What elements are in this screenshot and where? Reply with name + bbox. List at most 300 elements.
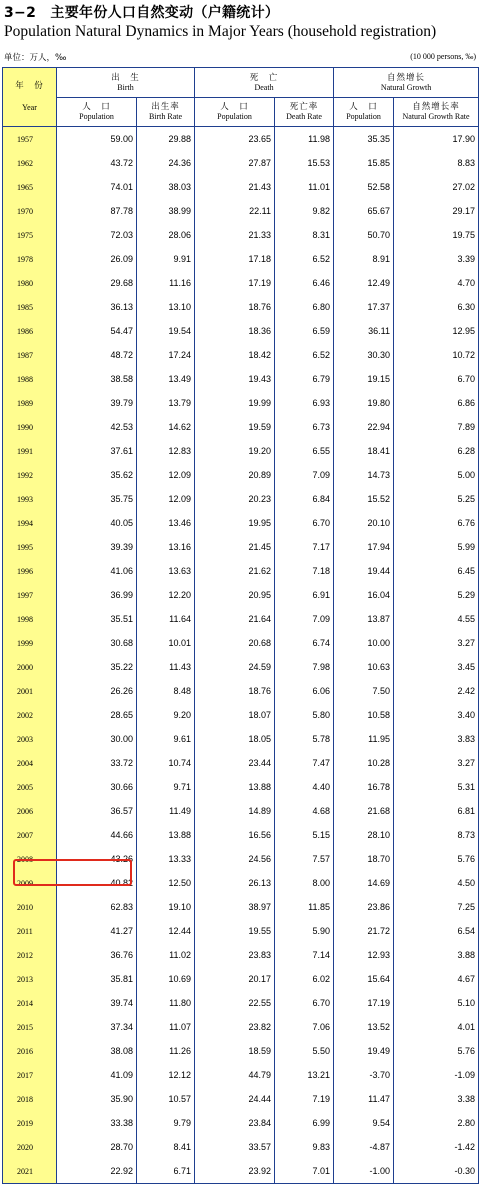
birth-population-cell: 41.06 (57, 559, 137, 583)
birth-rate-cell: 19.54 (137, 319, 195, 343)
growth-population-cell: 22.94 (334, 415, 394, 439)
growth-population-cell: 9.54 (334, 1111, 394, 1135)
birth-rate-cell: 13.33 (137, 847, 195, 871)
death-population-cell: 20.17 (195, 967, 275, 991)
death-rate-cell: 7.18 (275, 559, 334, 583)
growth-rate-cell: 7.89 (394, 415, 479, 439)
death-population-cell: 18.76 (195, 679, 275, 703)
table-row (3, 1087, 479, 1111)
highlight-box-2010-birth (13, 859, 132, 886)
growth-population-cell: 17.19 (334, 991, 394, 1015)
death-population-cell: 26.13 (195, 871, 275, 895)
growth-rate-cell: 12.95 (394, 319, 479, 343)
death-population-cell: 19.55 (195, 919, 275, 943)
death-population-cell: 23.65 (195, 127, 275, 152)
birth-header-zh: 出 生 (111, 72, 140, 83)
death-rate-en: Death Rate (286, 112, 322, 121)
birth-rate-cell: 24.36 (137, 151, 195, 175)
death-rate-cell: 6.06 (275, 679, 334, 703)
year-cell: 1994 (3, 511, 57, 535)
birth-rate-cell: 9.91 (137, 247, 195, 271)
death-rate-cell: 7.57 (275, 847, 334, 871)
growth-rate-cell: 6.54 (394, 919, 479, 943)
year-cell: 1986 (3, 319, 57, 343)
table-row (3, 439, 479, 463)
growth-rate-cell: 6.81 (394, 799, 479, 823)
death-rate-cell: 9.83 (275, 1135, 334, 1159)
death-rate-cell: 9.82 (275, 199, 334, 223)
table-title-chinese: 3−2 主要年份人口自然变动（户籍统计） (4, 5, 280, 21)
year-cell: 2005 (3, 775, 57, 799)
birth-rate-cell: 9.79 (137, 1111, 195, 1135)
table-row (3, 319, 479, 343)
growth-rate-cell: 4.55 (394, 607, 479, 631)
table-row (3, 1015, 479, 1039)
growth-population-cell: 20.10 (334, 511, 394, 535)
growth-rate-cell: 3.45 (394, 655, 479, 679)
growth-rate-cell: 5.10 (394, 991, 479, 1015)
growth-population-cell: 12.49 (334, 271, 394, 295)
birth-population-cell: 35.51 (57, 607, 137, 631)
birth-rate-cell: 9.71 (137, 775, 195, 799)
birth-population-cell: 26.26 (57, 679, 137, 703)
birth-population-cell: 35.81 (57, 967, 137, 991)
death-rate-cell: 5.15 (275, 823, 334, 847)
growth-rate-cell: 7.25 (394, 895, 479, 919)
growth-population-cell: 10.28 (334, 751, 394, 775)
birth-rate-cell: 13.46 (137, 511, 195, 535)
growth-population-cell: 36.11 (334, 319, 394, 343)
table-title-english: Population Natural Dynamics in Major Years (household registration) (4, 23, 437, 40)
death-rate-cell: 8.31 (275, 223, 334, 247)
birth-rate-cell: 12.50 (137, 871, 195, 895)
death-rate-cell: 5.78 (275, 727, 334, 751)
year-cell: 1989 (3, 391, 57, 415)
year-cell: 1965 (3, 175, 57, 199)
growth-rate-cell: 3.27 (394, 631, 479, 655)
table-row (3, 247, 479, 271)
growth-rate-cell: -0.30 (394, 1159, 479, 1184)
growth-rate-cell: 4.01 (394, 1015, 479, 1039)
growth-population-cell: 15.52 (334, 487, 394, 511)
year-cell: 2004 (3, 751, 57, 775)
growth-rate-cell: 5.99 (394, 535, 479, 559)
table-row (3, 343, 479, 367)
growth-rate-cell: 6.76 (394, 511, 479, 535)
birth-population-cell: 41.27 (57, 919, 137, 943)
year-cell: 1962 (3, 151, 57, 175)
birth-population-cell: 28.70 (57, 1135, 137, 1159)
birth-rate-cell: 12.09 (137, 487, 195, 511)
year-header-zh: 年 份 (15, 81, 44, 91)
growth-rate-cell: 29.17 (394, 199, 479, 223)
growth-population-cell: 10.00 (334, 631, 394, 655)
birth-population-cell: 33.72 (57, 751, 137, 775)
death-population-cell: 21.45 (195, 535, 275, 559)
death-population-cell: 18.59 (195, 1039, 275, 1063)
death-population-cell: 21.64 (195, 607, 275, 631)
death-rate-cell: 7.19 (275, 1087, 334, 1111)
birth-rate-cell: 9.61 (137, 727, 195, 751)
year-cell: 1970 (3, 199, 57, 223)
growth-rate-cell: 3.40 (394, 703, 479, 727)
death-population-cell: 14.89 (195, 799, 275, 823)
death-population-cell: 18.07 (195, 703, 275, 727)
death-population-cell: 22.11 (195, 199, 275, 223)
growth-population-cell: 17.94 (334, 535, 394, 559)
death-rate-cell: 6.80 (275, 295, 334, 319)
birth-population-cell: 29.68 (57, 271, 137, 295)
growth-rate-cell: 5.00 (394, 463, 479, 487)
birth-population-cell: 33.38 (57, 1111, 137, 1135)
death-rate-cell: 5.50 (275, 1039, 334, 1063)
birth-rate-cell: 19.10 (137, 895, 195, 919)
birth-rate-cell: 38.99 (137, 199, 195, 223)
death-population-header (195, 98, 275, 127)
year-cell: 2006 (3, 799, 57, 823)
birth-rate-cell: 10.01 (137, 631, 195, 655)
birth-population-cell: 40.05 (57, 511, 137, 535)
table-row (3, 559, 479, 583)
death-header-en: Death (254, 82, 274, 92)
birth-population-cell: 74.01 (57, 175, 137, 199)
birth-rate-zh: 出生率 (151, 102, 180, 112)
birth-rate-cell: 13.63 (137, 559, 195, 583)
birth-rate-cell: 11.02 (137, 943, 195, 967)
birth-population-cell: 30.00 (57, 727, 137, 751)
growth-rate-cell: 8.73 (394, 823, 479, 847)
growth-rate-cell: 8.83 (394, 151, 479, 175)
table-row (3, 1135, 479, 1159)
death-population-cell: 19.95 (195, 511, 275, 535)
year-cell: 1998 (3, 607, 57, 631)
birth-rate-cell: 11.64 (137, 607, 195, 631)
birth-population-cell: 37.61 (57, 439, 137, 463)
death-rate-cell: 6.74 (275, 631, 334, 655)
birth-rate-cell: 11.16 (137, 271, 195, 295)
year-cell: 2000 (3, 655, 57, 679)
growth-population-cell: 16.04 (334, 583, 394, 607)
birth-rate-cell: 38.03 (137, 175, 195, 199)
growth-rate-cell: 6.45 (394, 559, 479, 583)
table-row (3, 487, 479, 511)
table-row (3, 1159, 479, 1184)
birth-rate-cell: 14.62 (137, 415, 195, 439)
growth-rate-cell: 2.42 (394, 679, 479, 703)
growth-population-cell: 21.72 (334, 919, 394, 943)
table-row (3, 607, 479, 631)
growth-rate-cell: 5.76 (394, 1039, 479, 1063)
year-cell: 1991 (3, 439, 57, 463)
death-population-cell: 24.59 (195, 655, 275, 679)
birth-rate-cell: 6.71 (137, 1159, 195, 1184)
growth-rate-cell: 6.86 (394, 391, 479, 415)
year-column-header (3, 68, 57, 127)
death-population-cell: 24.56 (195, 847, 275, 871)
growth-population-cell: 15.64 (334, 967, 394, 991)
year-cell: 1988 (3, 367, 57, 391)
birth-population-cell: 87.78 (57, 199, 137, 223)
birth-population-cell: 44.66 (57, 823, 137, 847)
death-rate-header (275, 98, 334, 127)
birth-population-header (57, 98, 137, 127)
birth-population-cell: 35.22 (57, 655, 137, 679)
death-population-cell: 19.43 (195, 367, 275, 391)
population-dynamics-table (2, 67, 479, 1184)
year-cell: 2003 (3, 727, 57, 751)
year-cell: 1975 (3, 223, 57, 247)
birth-population-cell: 39.39 (57, 535, 137, 559)
table-row (3, 463, 479, 487)
year-cell: 1985 (3, 295, 57, 319)
death-rate-cell: 11.98 (275, 127, 334, 152)
table-row (3, 151, 479, 175)
death-rate-cell: 8.00 (275, 871, 334, 895)
death-population-cell: 20.68 (195, 631, 275, 655)
birth-population-cell: 22.92 (57, 1159, 137, 1184)
birth-population-cell: 48.72 (57, 343, 137, 367)
birth-population-cell: 35.62 (57, 463, 137, 487)
death-rate-cell: 5.80 (275, 703, 334, 727)
death-population-cell: 24.44 (195, 1087, 275, 1111)
growth-group-header (334, 68, 479, 98)
growth-population-cell: 10.58 (334, 703, 394, 727)
growth-rate-cell: 6.70 (394, 367, 479, 391)
growth-rate-cell: 5.31 (394, 775, 479, 799)
birth-rate-cell: 17.24 (137, 343, 195, 367)
table-row (3, 991, 479, 1015)
year-header-en: Year (22, 103, 37, 112)
death-population-cell: 19.99 (195, 391, 275, 415)
death-rate-cell: 11.01 (275, 175, 334, 199)
birth-rate-cell: 12.12 (137, 1063, 195, 1087)
table-row (3, 751, 479, 775)
growth-rate-cell: 3.83 (394, 727, 479, 751)
death-population-cell: 20.89 (195, 463, 275, 487)
death-population-cell: 38.97 (195, 895, 275, 919)
growth-header-en: Natural Growth (380, 82, 432, 92)
table-row (3, 199, 479, 223)
growth-rate-cell: 27.02 (394, 175, 479, 199)
year-cell: 1997 (3, 583, 57, 607)
growth-population-cell: 21.68 (334, 799, 394, 823)
growth-rate-cell: 10.72 (394, 343, 479, 367)
death-rate-cell: 13.21 (275, 1063, 334, 1087)
year-cell: 2016 (3, 1039, 57, 1063)
death-rate-cell: 7.06 (275, 1015, 334, 1039)
birth-population-cell: 43.72 (57, 151, 137, 175)
growth-rate-cell: 5.29 (394, 583, 479, 607)
death-rate-cell: 7.09 (275, 463, 334, 487)
year-cell: 1987 (3, 343, 57, 367)
death-population-cell: 21.33 (195, 223, 275, 247)
year-cell: 2020 (3, 1135, 57, 1159)
death-rate-cell: 4.68 (275, 799, 334, 823)
growth-population-cell: 12.93 (334, 943, 394, 967)
year-cell: 1980 (3, 271, 57, 295)
year-cell: 2002 (3, 703, 57, 727)
table-row (3, 175, 479, 199)
growth-rate-cell: 6.30 (394, 295, 479, 319)
table-row (3, 1039, 479, 1063)
year-cell: 2017 (3, 1063, 57, 1087)
table-row (3, 295, 479, 319)
death-population-cell: 22.55 (195, 991, 275, 1015)
growth-rate-cell: 4.67 (394, 967, 479, 991)
birth-population-cell: 37.34 (57, 1015, 137, 1039)
death-rate-cell: 6.73 (275, 415, 334, 439)
table-row (3, 799, 479, 823)
growth-population-cell: -3.70 (334, 1063, 394, 1087)
growth-population-cell: 11.47 (334, 1087, 394, 1111)
year-cell: 2009 (3, 871, 57, 895)
growth-population-cell: 13.87 (334, 607, 394, 631)
death-population-cell: 18.42 (195, 343, 275, 367)
growth-population-cell: -4.87 (334, 1135, 394, 1159)
year-cell: 1978 (3, 247, 57, 271)
birth-rate-cell: 12.09 (137, 463, 195, 487)
table-row (3, 967, 479, 991)
birth-rate-cell: 11.49 (137, 799, 195, 823)
death-rate-cell: 7.14 (275, 943, 334, 967)
death-population-cell: 16.56 (195, 823, 275, 847)
growth-rate-cell: 4.70 (394, 271, 479, 295)
death-population-cell: 13.88 (195, 775, 275, 799)
birth-rate-cell: 10.74 (137, 751, 195, 775)
year-cell: 2019 (3, 1111, 57, 1135)
death-rate-cell: 6.91 (275, 583, 334, 607)
year-cell: 1995 (3, 535, 57, 559)
year-cell: 1999 (3, 631, 57, 655)
death-population-cell: 44.79 (195, 1063, 275, 1087)
death-population-cell: 23.44 (195, 751, 275, 775)
growth-rate-cell: 17.90 (394, 127, 479, 152)
birth-rate-cell: 10.69 (137, 967, 195, 991)
death-rate-cell: 6.59 (275, 319, 334, 343)
growth-rate-cell: 5.25 (394, 487, 479, 511)
death-population-cell: 18.76 (195, 295, 275, 319)
birth-population-cell: 36.13 (57, 295, 137, 319)
growth-population-cell: 23.86 (334, 895, 394, 919)
birth-rate-cell: 11.43 (137, 655, 195, 679)
growth-rate-header (394, 98, 479, 127)
growth-population-cell: 10.63 (334, 655, 394, 679)
table-row (3, 1063, 479, 1087)
death-population-cell: 17.19 (195, 271, 275, 295)
table-row (3, 127, 479, 152)
birth-rate-header (137, 98, 195, 127)
growth-rate-cell: 2.80 (394, 1111, 479, 1135)
birth-population-cell: 30.66 (57, 775, 137, 799)
birth-rate-cell: 29.88 (137, 127, 195, 152)
birth-rate-cell: 8.48 (137, 679, 195, 703)
growth-population-cell: 7.50 (334, 679, 394, 703)
growth-population-cell: 13.52 (334, 1015, 394, 1039)
year-cell: 1996 (3, 559, 57, 583)
death-rate-cell: 7.01 (275, 1159, 334, 1184)
table-row (3, 943, 479, 967)
growth-rate-cell: -1.09 (394, 1063, 479, 1087)
birth-population-cell: 26.09 (57, 247, 137, 271)
death-population-cell: 23.92 (195, 1159, 275, 1184)
growth-population-cell: 14.73 (334, 463, 394, 487)
death-pop-zh: 人 口 (220, 102, 249, 112)
death-rate-cell: 6.55 (275, 439, 334, 463)
birth-rate-cell: 11.07 (137, 1015, 195, 1039)
death-rate-cell: 6.52 (275, 343, 334, 367)
death-population-cell: 18.05 (195, 727, 275, 751)
death-population-cell: 19.20 (195, 439, 275, 463)
birth-header-en: Birth (117, 82, 134, 92)
death-rate-cell: 6.70 (275, 511, 334, 535)
growth-population-cell: 17.37 (334, 295, 394, 319)
year-cell: 2010 (3, 895, 57, 919)
year-cell: 2001 (3, 679, 57, 703)
birth-rate-cell: 13.16 (137, 535, 195, 559)
growth-population-cell: 50.70 (334, 223, 394, 247)
year-cell: 2007 (3, 823, 57, 847)
table-row (3, 895, 479, 919)
growth-rate-cell: 3.88 (394, 943, 479, 967)
death-rate-cell: 6.70 (275, 991, 334, 1015)
table-row (3, 223, 479, 247)
growth-population-cell: 18.41 (334, 439, 394, 463)
growth-population-cell: 19.49 (334, 1039, 394, 1063)
year-cell: 2015 (3, 1015, 57, 1039)
birth-rate-cell: 13.88 (137, 823, 195, 847)
table-row (3, 823, 479, 847)
birth-rate-en: Birth Rate (148, 112, 183, 121)
death-population-cell: 20.95 (195, 583, 275, 607)
birth-rate-cell: 13.79 (137, 391, 195, 415)
birth-population-cell: 59.00 (57, 127, 137, 152)
table-row (3, 631, 479, 655)
death-rate-cell: 7.09 (275, 607, 334, 631)
growth-rate-cell: 3.27 (394, 751, 479, 775)
year-cell: 1990 (3, 415, 57, 439)
growth-population-cell: 8.91 (334, 247, 394, 271)
growth-population-cell: 18.70 (334, 847, 394, 871)
death-pop-en: Population (217, 112, 252, 121)
year-cell: 1992 (3, 463, 57, 487)
death-rate-cell: 6.84 (275, 487, 334, 511)
growth-population-cell: 19.15 (334, 367, 394, 391)
growth-rate-cell: 6.28 (394, 439, 479, 463)
growth-population-cell: 11.95 (334, 727, 394, 751)
birth-population-cell: 41.09 (57, 1063, 137, 1087)
growth-population-cell: 28.10 (334, 823, 394, 847)
growth-population-header (334, 98, 394, 127)
death-population-cell: 23.84 (195, 1111, 275, 1135)
death-rate-cell: 6.02 (275, 967, 334, 991)
death-rate-cell: 6.79 (275, 367, 334, 391)
death-population-cell: 27.87 (195, 151, 275, 175)
unit-label-chinese: 单位：万人，‰ (4, 53, 67, 63)
birth-rate-cell: 11.26 (137, 1039, 195, 1063)
table-row (3, 391, 479, 415)
death-group-header (195, 68, 334, 98)
death-rate-cell: 7.17 (275, 535, 334, 559)
birth-rate-cell: 12.20 (137, 583, 195, 607)
death-rate-zh: 死亡率 (289, 102, 319, 112)
growth-rate-cell: 3.38 (394, 1087, 479, 1111)
table-header (3, 68, 479, 127)
table-row (3, 583, 479, 607)
growth-population-cell: 15.85 (334, 151, 394, 175)
birth-population-cell: 40.82 (57, 871, 137, 895)
year-cell: 2014 (3, 991, 57, 1015)
table-row (3, 1111, 479, 1135)
